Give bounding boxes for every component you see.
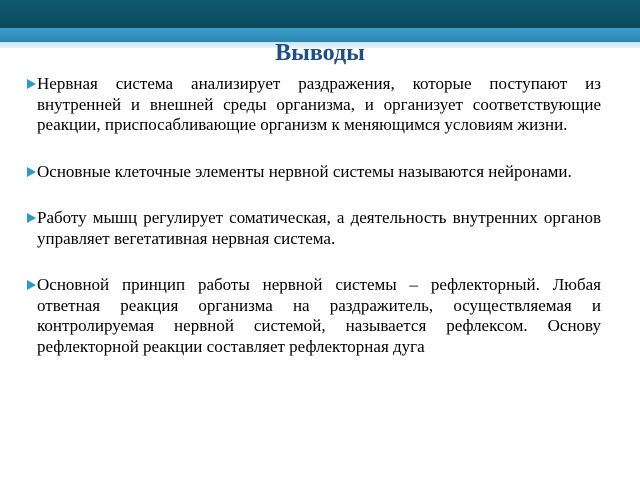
triangle-bullet-icon	[27, 167, 36, 177]
list-item	[37, 162, 601, 183]
list-item	[37, 74, 601, 136]
triangle-bullet-icon	[27, 280, 36, 290]
triangle-bullet-icon	[27, 79, 36, 89]
list-item-text: Нервная система анализирует раздражения, которые поступают из внутренней и внешней среды организма, и организует соответствующие реакции, приспосабливающие организм к меняющимся условиям жизни.	[37, 74, 601, 134]
triangle-bullet-icon	[27, 213, 36, 223]
list-item-text: Работу мышц регулирует соматическая, а деятельность внутренних органов управляет вегетативная нервная система.	[37, 208, 601, 248]
slide-title: Выводы	[275, 40, 365, 66]
header-bar	[0, 0, 640, 28]
list-item	[37, 275, 601, 357]
list-item-text: Основной принцип работы нервной системы – рефлекторный. Любая ответная реакция организма на раздражитель, осуществляемая и контролируемая нервной системой, называется рефлексом. Основу рефлекторной реакции составляет рефлекторная дуга	[37, 275, 601, 356]
list-item-text: Основные клеточные элементы нервной системы называются нейронами.	[37, 161, 572, 181]
list-item	[37, 208, 601, 249]
bullet-list	[37, 74, 601, 357]
